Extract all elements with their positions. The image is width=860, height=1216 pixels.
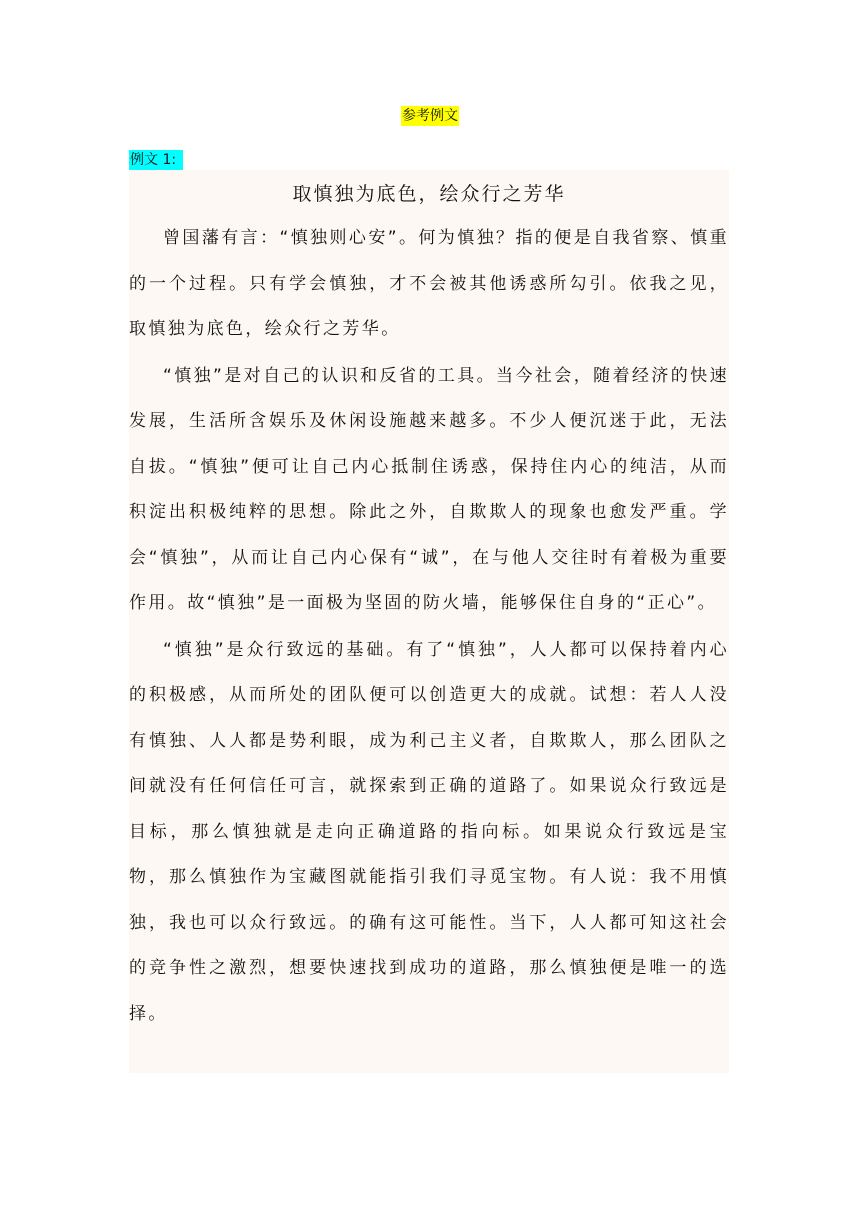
essay-title: 取慎独为底色，绘众行之芳华 [292,183,566,205]
essay-paragraph: “慎独”是众行致远的基础。有了“慎独”，人人都可以保持着内心的积极感，从而所处的团队便可以创造更大的成就。试想：若人人没有慎独、人人都是势利眼，成为利己主义者，自欺欺人，那么团队之间就没有任何信任可言，就探索到正确的道路了。如果说众行致远是目标，那么慎独就是走向正确道路的指向标。如果说众行致远是宝物，那么慎独作为宝藏图就能指引我们寻觅宝物。有人说：我不用慎独，我也可以众行致远。的确有这可能性。当下，人人都可知这社会的竞争性之激烈，想要快速找到成功的道路，那么慎独便是唯一的选择。 [129,639,729,1024]
heading-wrapper [0,103,860,127]
example-label: 例文 1: [129,150,183,170]
page-heading: 参考例文 [402,108,458,124]
essay-block [129,170,729,1073]
essay-paragraph: 曾国藩有言：“慎独则心安”。何为慎独？指的便是自我省察、慎重的一个过程。只有学会慎独，才不会被其他诱惑所勾引。依我之见，取慎独为底色，绘众行之芳华。 [129,228,729,339]
essay-paragraph: “慎独”是对自己的认识和反省的工具。当今社会，随着经济的快速发展，生活所含娱乐及休闲设施越来越多。不少人便沉迷于此，无法自拔。“慎独”便可让自己内心抵制住诱惑，保持住内心的纯洁，从而积淀出积极纯粹的思想。除此之外，自欺欺人的现象也愈发严重。学会“慎独”，从而让自己内心保有“诚”，在与他人交往时有着极为重要作用。故“慎独”是一面极为坚固的防火墙，能够保住自身的“正心”。 [129,365,729,613]
